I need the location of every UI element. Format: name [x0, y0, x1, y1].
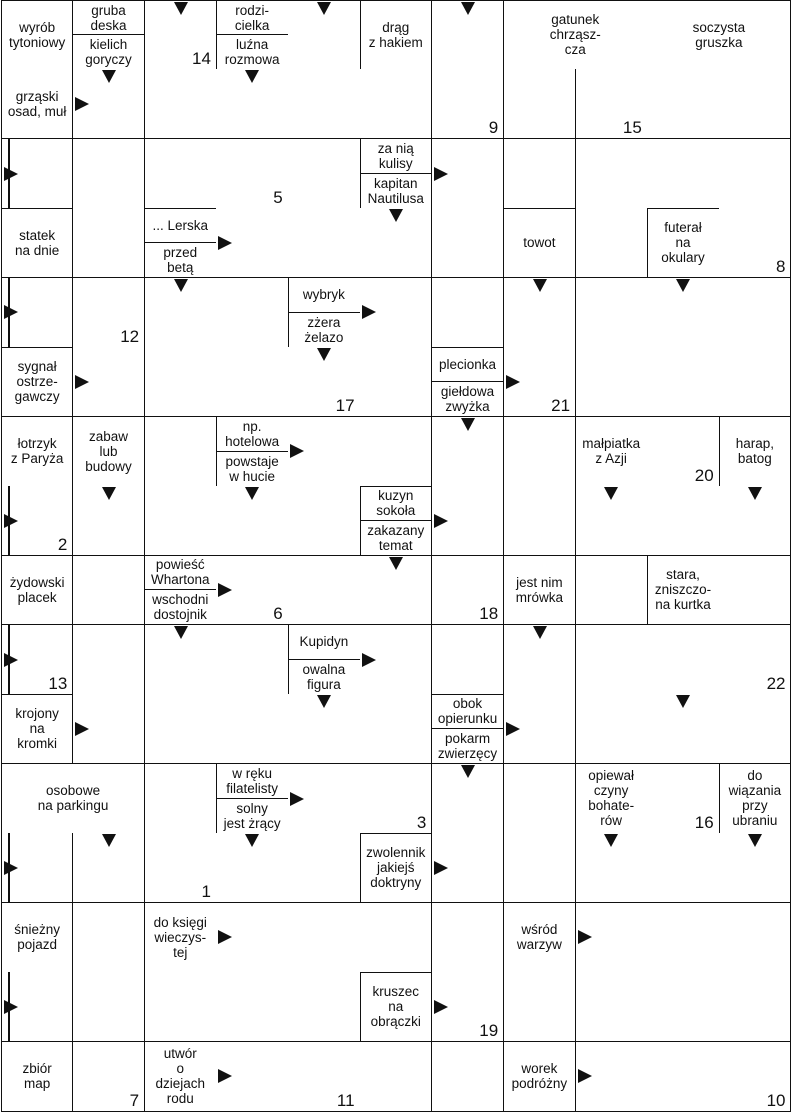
clue-cell [360, 486, 432, 556]
clue-text: powstaje w hucie [216, 451, 287, 486]
answer-cell[interactable] [1, 972, 73, 1042]
clue-cell [360, 833, 432, 903]
clue-text: plecionka [439, 356, 497, 372]
arrow-down-icon [748, 834, 762, 847]
solution-number: 7 [129, 1090, 140, 1110]
clue-text: gatunek chrząsz- cza [549, 12, 601, 58]
solution-number: 3 [416, 812, 427, 832]
arrow-down-icon [533, 279, 547, 292]
answer-cell[interactable] [576, 972, 648, 1042]
answer-cell[interactable] [288, 486, 360, 556]
answer-cell[interactable] [145, 486, 217, 556]
clue-cell [145, 556, 217, 626]
clue-cell [360, 139, 432, 209]
answer-cell[interactable] [504, 972, 576, 1042]
clue-cell [1, 903, 73, 973]
clue-cell [145, 903, 217, 973]
arrow-right-icon [362, 305, 376, 319]
clue-text: łotrzyk z Paryża [10, 436, 64, 467]
clue-cell [216, 764, 288, 834]
answer-cell[interactable] [145, 833, 217, 903]
clue-text: giełdowa zwyżka [432, 381, 503, 416]
arrow-right-icon [218, 1069, 232, 1083]
arrow-right-icon [4, 861, 18, 875]
answer-cell[interactable] [216, 556, 288, 626]
solution-number: 6 [273, 604, 283, 624]
answer-cell[interactable] [360, 69, 432, 139]
arrow-right-icon [218, 930, 232, 944]
answer-cell[interactable] [73, 903, 145, 973]
clue-text: opiewał czyny bohate- rów [588, 768, 635, 829]
answer-cell[interactable] [719, 625, 791, 695]
answer-cell[interactable] [360, 625, 432, 695]
arrow-right-icon [75, 97, 89, 111]
arrow-right-icon [218, 236, 232, 250]
clue-cell [1, 764, 145, 834]
answer-cell[interactable] [432, 208, 504, 278]
arrow-down-icon [102, 834, 116, 847]
clue-cell [1, 556, 73, 626]
arrow-down-icon [245, 834, 259, 847]
arrow-down-icon [604, 834, 618, 847]
clue-text: przed betą [145, 242, 216, 277]
arrow-down-icon [389, 209, 403, 222]
answer-cell[interactable] [719, 69, 791, 139]
answer-cell[interactable] [73, 139, 145, 209]
solution-number: 10 [766, 1090, 786, 1110]
clue-cell [360, 0, 432, 70]
answer-cell[interactable] [647, 69, 719, 139]
arrow-down-icon [102, 70, 116, 83]
crossword-grid [1, 0, 791, 1111]
answer-cell[interactable] [647, 625, 719, 695]
clue-cell [576, 417, 648, 487]
solution-number: 22 [766, 673, 786, 693]
clue-text: soczysta gruszka [692, 19, 746, 50]
clue-cell [145, 208, 217, 278]
solution-number: 12 [120, 326, 140, 346]
answer-cell[interactable] [576, 903, 648, 973]
arrow-right-icon [4, 167, 18, 181]
answer-cell[interactable] [504, 833, 576, 903]
arrow-right-icon [434, 167, 448, 181]
arrow-right-icon [578, 1069, 592, 1083]
clue-text: żydowski placek [9, 574, 65, 605]
clue-cell [1, 694, 73, 764]
arrow-down-icon [317, 2, 331, 15]
answer-cell[interactable] [145, 625, 217, 695]
clue-cell [360, 972, 432, 1042]
arrow-down-icon [317, 348, 331, 361]
clue-text: zbiór map [22, 1061, 52, 1092]
clue-cell [1, 1042, 73, 1112]
answer-cell[interactable] [432, 278, 504, 348]
arrow-right-icon [434, 1000, 448, 1014]
answer-cell[interactable] [719, 347, 791, 417]
answer-cell[interactable] [288, 347, 360, 417]
clue-text: wybryk [302, 287, 345, 303]
answer-cell[interactable] [719, 903, 791, 973]
answer-cell[interactable] [216, 208, 288, 278]
clue-text: wśród warzyw [516, 922, 562, 953]
answer-cell[interactable] [719, 278, 791, 348]
clue-text: stara, zniszczo- na kurtka [654, 567, 712, 613]
clue-cell [288, 625, 360, 695]
arrow-right-icon [362, 653, 376, 667]
answer-cell[interactable] [432, 69, 504, 139]
answer-cell[interactable] [719, 694, 791, 764]
clue-text: zabaw lub budowy [85, 428, 132, 474]
answer-cell[interactable] [719, 833, 791, 903]
clue-text: jest nim mrówka [515, 574, 563, 605]
clue-text: statek na dnie [15, 227, 60, 258]
answer-cell[interactable] [288, 69, 360, 139]
answer-cell[interactable] [647, 764, 719, 834]
arrow-right-icon [75, 375, 89, 389]
arrow-down-icon [461, 418, 475, 431]
answer-cell[interactable] [288, 972, 360, 1042]
answer-cell[interactable] [576, 347, 648, 417]
solution-number: 20 [694, 465, 714, 485]
answer-cell[interactable] [216, 903, 288, 973]
solution-number: 9 [488, 118, 499, 138]
solution-number: 19 [479, 1021, 499, 1041]
answer-cell[interactable] [432, 486, 504, 556]
arrow-right-icon [506, 375, 520, 389]
arrow-right-icon [218, 583, 232, 597]
answer-cell[interactable] [576, 486, 648, 556]
answer-cell[interactable] [73, 347, 145, 417]
clue-text: do wiązania przy ubraniu [728, 768, 782, 829]
clue-text: kuzyn sokoła [376, 488, 416, 519]
clue-text: zżera żelazo [288, 312, 359, 347]
answer-cell[interactable] [145, 278, 217, 348]
clue-cell [216, 0, 288, 70]
clue-text: kruszec na obrączki [370, 984, 421, 1030]
answer-cell[interactable] [1, 833, 73, 903]
answer-cell[interactable] [719, 208, 791, 278]
clue-cell [288, 278, 360, 348]
answer-cell[interactable] [216, 833, 288, 903]
answer-cell[interactable] [216, 694, 288, 764]
clue-text: do księgi wieczys- tej [153, 914, 207, 960]
clue-text: ... Lerska [152, 217, 209, 233]
answer-cell[interactable] [360, 1042, 432, 1112]
arrow-right-icon [290, 444, 304, 458]
answer-cell[interactable] [288, 417, 360, 487]
solution-number: 2 [57, 535, 68, 554]
answer-cell[interactable] [145, 694, 217, 764]
answer-cell[interactable] [288, 694, 360, 764]
answer-cell[interactable] [216, 972, 288, 1042]
clue-text: Kupidyn [299, 634, 349, 650]
clue-cell [504, 208, 576, 278]
answer-cell[interactable] [288, 139, 360, 209]
answer-cell[interactable] [647, 972, 719, 1042]
clue-cell [73, 417, 145, 487]
arrow-down-icon [174, 2, 188, 15]
answer-cell[interactable] [288, 903, 360, 973]
answer-cell[interactable] [216, 486, 288, 556]
answer-cell[interactable] [647, 903, 719, 973]
answer-cell[interactable] [432, 903, 504, 973]
answer-cell[interactable] [504, 486, 576, 556]
answer-cell[interactable] [145, 764, 217, 834]
answer-cell[interactable] [576, 833, 648, 903]
answer-cell[interactable] [145, 347, 217, 417]
arrow-right-icon [434, 861, 448, 875]
clue-cell [1, 417, 73, 487]
arrow-down-icon [461, 765, 475, 778]
clue-cell [647, 0, 791, 70]
clue-text: śnieżny pojazd [14, 922, 61, 953]
answer-cell[interactable] [504, 278, 576, 348]
arrow-down-icon [245, 487, 259, 500]
answer-cell[interactable] [1, 486, 73, 556]
clue-cell [719, 764, 791, 834]
answer-cell[interactable] [145, 0, 217, 70]
answer-cell[interactable] [504, 139, 576, 209]
arrow-right-icon [578, 930, 592, 944]
answer-cell[interactable] [432, 764, 504, 834]
clue-text: worek podróżny [511, 1061, 568, 1092]
answer-cell[interactable] [576, 139, 648, 209]
clue-text: krojony na kromki [15, 706, 59, 752]
answer-cell[interactable] [360, 556, 432, 626]
clue-text: towot [523, 235, 556, 251]
arrow-right-icon [4, 1000, 18, 1014]
clue-text: rodzi- cielka [234, 2, 270, 33]
answer-cell[interactable] [432, 556, 504, 626]
clue-cell [719, 417, 791, 487]
answer-cell[interactable] [576, 1042, 648, 1112]
answer-cell[interactable] [504, 417, 576, 487]
arrow-down-icon [174, 279, 188, 292]
answer-cell[interactable] [647, 486, 719, 556]
clue-text: małpiatka z Azji [582, 436, 641, 467]
answer-cell[interactable] [73, 625, 145, 695]
answer-cell[interactable] [360, 417, 432, 487]
answer-cell[interactable] [216, 139, 288, 209]
arrow-down-icon [245, 70, 259, 83]
answer-cell[interactable] [504, 625, 576, 695]
clue-cell [1, 347, 73, 417]
clue-text: osobowe na parkingu [37, 783, 109, 814]
arrow-right-icon [434, 514, 448, 528]
clue-text: gruba deska [90, 2, 127, 33]
answer-cell[interactable] [360, 764, 432, 834]
clue-text: zakazany temat [360, 520, 431, 555]
clue-cell [1, 0, 73, 70]
answer-cell[interactable] [504, 694, 576, 764]
clue-text: luźna rozmowa [216, 34, 287, 68]
answer-cell[interactable] [576, 208, 648, 278]
arrow-right-icon [4, 653, 18, 667]
answer-cell[interactable] [73, 1042, 145, 1112]
clue-text: za nią kulisy [377, 140, 414, 171]
clue-text: grząski osad, muł [7, 88, 67, 119]
answer-cell[interactable] [647, 278, 719, 348]
answer-cell[interactable] [360, 208, 432, 278]
clue-text: kielich goryczy [73, 34, 144, 68]
arrow-down-icon [389, 557, 403, 570]
clue-text: wyrób tytoniowy [9, 19, 66, 50]
answer-cell[interactable] [288, 556, 360, 626]
clue-text: solny jest żrący [216, 798, 287, 833]
answer-cell[interactable] [647, 1042, 719, 1112]
answer-cell[interactable] [1, 278, 73, 348]
arrow-down-icon [174, 626, 188, 639]
arrow-right-icon [290, 792, 304, 806]
clue-cell [647, 556, 719, 626]
clue-cell [504, 903, 576, 973]
solution-number: 14 [192, 48, 211, 68]
arrow-right-icon [75, 722, 89, 736]
arrow-down-icon [676, 695, 690, 708]
answer-cell[interactable] [73, 694, 145, 764]
answer-cell[interactable] [647, 833, 719, 903]
clue-text: np. hotelowa [225, 418, 280, 449]
solution-number: 21 [551, 396, 571, 416]
solution-number: 13 [48, 673, 68, 693]
clue-text: harap, batog [735, 436, 774, 467]
clue-cell [432, 347, 504, 417]
answer-cell[interactable] [360, 278, 432, 348]
answer-cell[interactable] [432, 417, 504, 487]
clue-cell [647, 208, 719, 278]
arrow-right-icon [4, 514, 18, 528]
solution-number: 17 [335, 396, 355, 416]
answer-cell[interactable] [145, 139, 217, 209]
clue-cell [504, 1042, 576, 1112]
answer-cell[interactable] [719, 1042, 791, 1112]
answer-cell[interactable] [73, 556, 145, 626]
solution-number: 18 [479, 604, 499, 624]
answer-cell[interactable] [432, 972, 504, 1042]
clue-text: pokarm zwierzęcy [432, 728, 503, 763]
answer-cell[interactable] [73, 833, 145, 903]
clue-text: powieść Whartona [151, 557, 210, 588]
answer-cell[interactable] [504, 347, 576, 417]
answer-cell[interactable] [1, 139, 73, 209]
solution-number: 15 [622, 118, 642, 138]
answer-cell[interactable] [432, 625, 504, 695]
answer-cell[interactable] [288, 0, 360, 70]
clue-cell [1, 208, 73, 278]
clue-text: owalna figura [288, 659, 359, 694]
answer-cell[interactable] [719, 139, 791, 209]
solution-number: 8 [776, 257, 786, 277]
clue-text: futerał na okulary [661, 220, 705, 266]
answer-cell[interactable] [360, 347, 432, 417]
clue-text: drąg z hakiem [368, 19, 423, 50]
answer-cell[interactable] [432, 1042, 504, 1112]
answer-cell[interactable] [576, 556, 648, 626]
arrow-down-icon [317, 695, 331, 708]
answer-cell[interactable] [647, 694, 719, 764]
clue-cell [504, 556, 576, 626]
answer-cell[interactable] [432, 833, 504, 903]
clue-text: sygnał ostrze- gawczy [14, 359, 60, 405]
answer-cell[interactable] [216, 347, 288, 417]
clue-cell [145, 1042, 217, 1112]
answer-cell[interactable] [647, 417, 719, 487]
arrow-down-icon [604, 487, 618, 500]
answer-cell[interactable] [145, 972, 217, 1042]
answer-cell[interactable] [1, 625, 73, 695]
answer-cell[interactable] [504, 69, 576, 139]
clue-text: utwór o dziejach rodu [155, 1046, 206, 1107]
answer-cell[interactable] [288, 764, 360, 834]
arrow-down-icon [461, 2, 475, 15]
answer-cell[interactable] [216, 1042, 288, 1112]
solution-number: 1 [201, 882, 211, 902]
clue-text: zwolennik jakiejś doktryny [366, 845, 426, 891]
solution-number: 16 [694, 812, 714, 832]
clue-cell [216, 417, 288, 487]
clue-cell [73, 0, 145, 70]
answer-cell[interactable] [216, 625, 288, 695]
answer-cell[interactable] [432, 0, 504, 70]
arrow-down-icon [533, 626, 547, 639]
answer-cell[interactable] [216, 278, 288, 348]
answer-cell[interactable] [73, 278, 145, 348]
answer-cell[interactable] [73, 208, 145, 278]
answer-cell[interactable] [719, 556, 791, 626]
clue-text: kapitan Nautilusa [360, 173, 431, 208]
solution-number: 11 [336, 1090, 355, 1110]
answer-cell[interactable] [288, 833, 360, 903]
answer-cell[interactable] [432, 139, 504, 209]
clue-cell [432, 694, 504, 764]
answer-cell[interactable] [719, 972, 791, 1042]
arrow-down-icon [676, 279, 690, 292]
clue-cell [576, 764, 648, 834]
answer-cell[interactable] [73, 486, 145, 556]
answer-cell[interactable] [719, 486, 791, 556]
arrow-right-icon [506, 722, 520, 736]
answer-cell[interactable] [647, 139, 719, 209]
answer-cell[interactable] [576, 694, 648, 764]
solution-number: 5 [273, 187, 283, 207]
answer-cell[interactable] [73, 69, 145, 139]
clue-cell [504, 0, 648, 70]
answer-cell[interactable] [216, 69, 288, 139]
answer-cell[interactable] [576, 278, 648, 348]
clue-text: w ręku filatelisty [226, 765, 278, 796]
answer-cell[interactable] [576, 69, 648, 139]
arrow-down-icon [102, 487, 116, 500]
answer-cell[interactable] [145, 69, 217, 139]
arrow-right-icon [4, 305, 18, 319]
answer-cell[interactable] [647, 347, 719, 417]
clue-text: wschodni dostojnik [145, 589, 216, 624]
clue-text: obok opierunku [437, 696, 498, 727]
answer-cell[interactable] [288, 1042, 360, 1112]
clue-cell [1, 69, 73, 139]
arrow-down-icon [748, 487, 762, 500]
answer-cell[interactable] [73, 972, 145, 1042]
answer-cell[interactable] [360, 694, 432, 764]
answer-cell[interactable] [145, 417, 217, 487]
answer-cell[interactable] [288, 208, 360, 278]
answer-cell[interactable] [360, 903, 432, 973]
answer-cell[interactable] [576, 625, 648, 695]
answer-cell[interactable] [504, 764, 576, 834]
